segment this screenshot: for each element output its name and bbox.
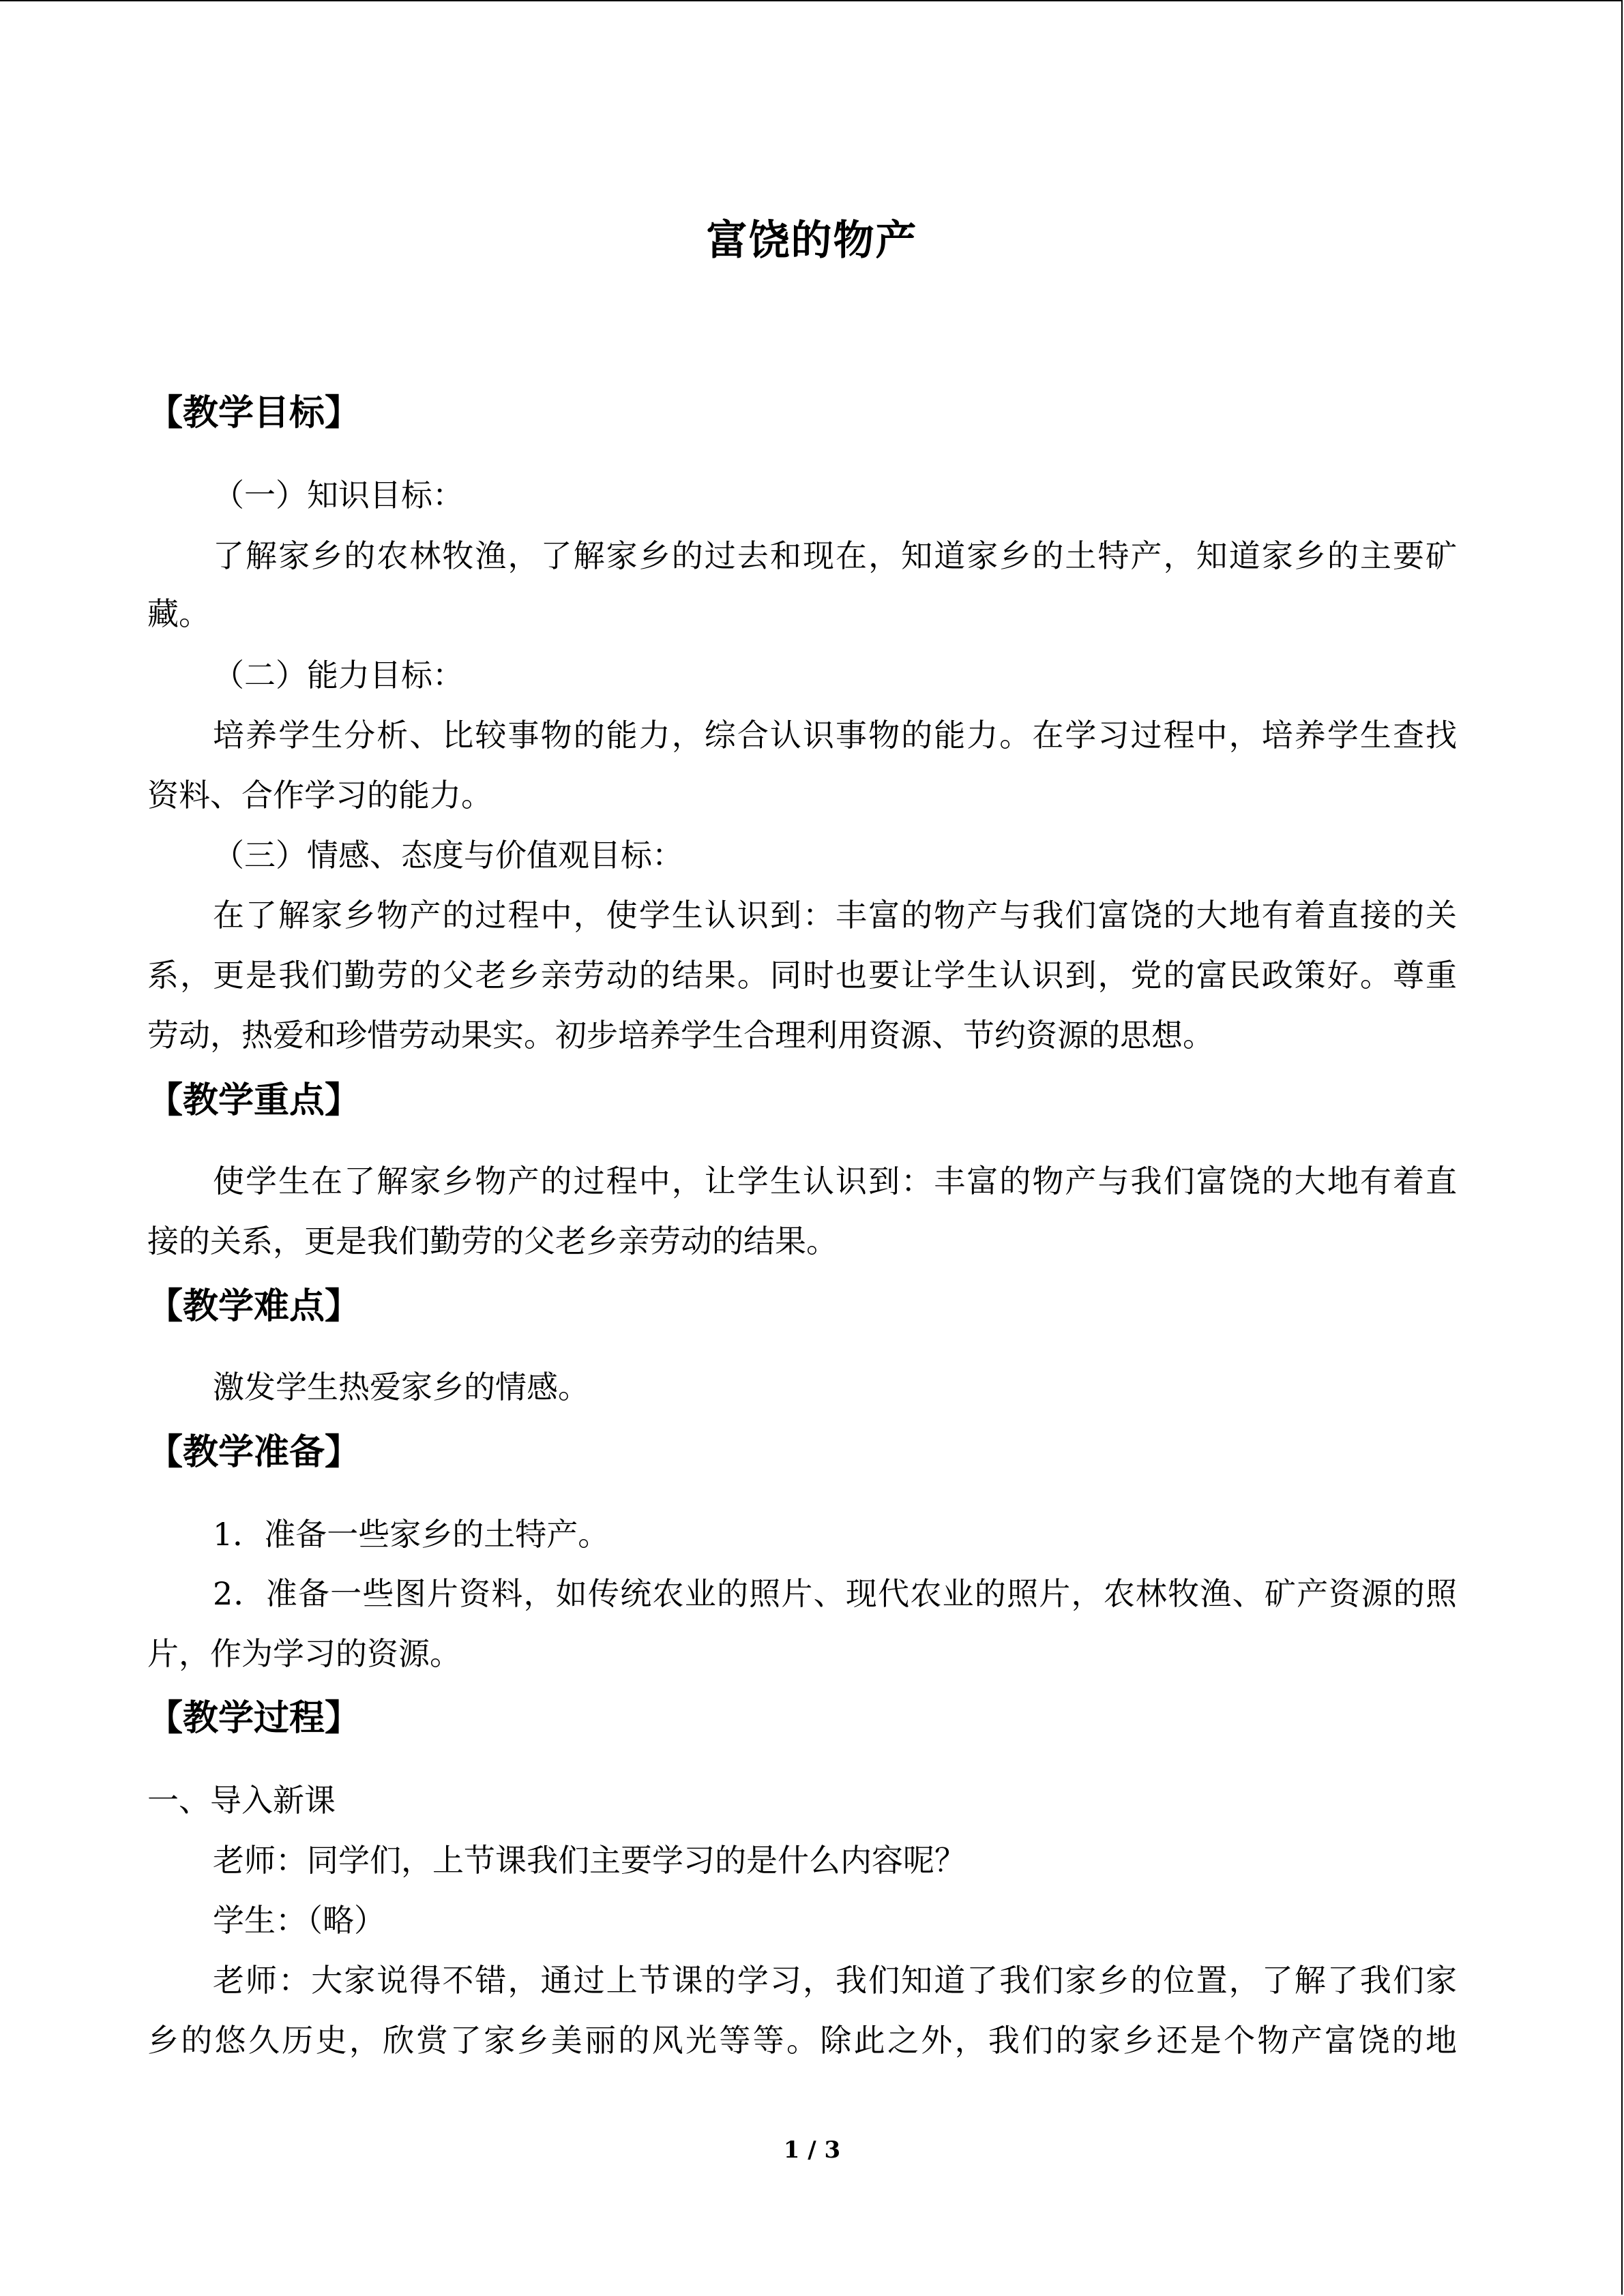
list-item: 1．准备一些家乡的土特产。 (213, 1516, 610, 1553)
ability-objective-label: （二）能力目标： (213, 657, 464, 694)
section-heading-preparation: 【教学准备】 (147, 1431, 361, 1473)
paragraph-line: 培养学生分析、比较事物的能力，综合认识事物的能力。在学习过程中，培养学生查找 (213, 717, 1457, 754)
paragraph-line: 了解家乡的农林牧渔，了解家乡的过去和现在，知道家乡的土特产，知道家乡的主要矿 (213, 537, 1457, 574)
paragraph-line: 劳动，热爱和珍惜劳动果实。初步培养学生合理利用资源、节约资源的思想。 (147, 1017, 1214, 1054)
dialogue-line: 老师：同学们，上节课我们主要学习的是什么内容呢？ (213, 1842, 966, 1879)
paragraph-line: 在了解家乡物产的过程中，使学生认识到：丰富的物产与我们富饶的大地有着直接的关 (213, 897, 1457, 934)
paragraph-line: 乡的悠久历史，欣赏了家乡美丽的风光等等。除此之外，我们的家乡还是个物产富饶的地 (147, 2022, 1457, 2059)
document-title: 富饶的物产 (706, 217, 918, 265)
section-heading-process: 【教学过程】 (147, 1697, 361, 1739)
dialogue-line: 学生：（略） (213, 1902, 385, 1939)
dialogue-line: 老师：大家说得不错，通过上节课的学习，我们知道了我们家乡的位置，了解了我们家 (213, 1962, 1457, 1999)
paragraph-line: 系，更是我们勤劳的父老乡亲劳动的结果。同时也要让学生认识到，党的富民政策好。尊重 (147, 957, 1457, 994)
emotion-objective-label: （三）情感、态度与价值观目标： (213, 837, 683, 874)
paragraph-line: 片，作为学习的资源。 (147, 1635, 461, 1672)
section-heading-difficulties: 【教学难点】 (147, 1285, 361, 1327)
paragraph-line: 激发学生热爱家乡的情感。 (213, 1369, 589, 1405)
paragraph-line: 使学生在了解家乡物产的过程中，让学生认识到：丰富的物产与我们富饶的大地有着直 (213, 1163, 1457, 1199)
paragraph-line: 接的关系，更是我们勤劳的父老乡亲劳动的结果。 (147, 1223, 838, 1259)
paragraph-line: 资料、合作学习的能力。 (147, 777, 492, 814)
step-heading: 一、导入新课 (147, 1782, 336, 1819)
section-heading-objectives: 【教学目标】 (147, 392, 361, 434)
paragraph-line: 藏。 (147, 595, 210, 632)
list-item: 2．准备一些图片资料，如传统农业的照片、现代农业的照片，农林牧渔、矿产资源的照 (213, 1575, 1457, 1612)
knowledge-objective-label: （一）知识目标： (213, 477, 464, 513)
section-heading-key-points: 【教学重点】 (147, 1079, 361, 1121)
page-number: 1 / 3 (783, 2136, 841, 2164)
